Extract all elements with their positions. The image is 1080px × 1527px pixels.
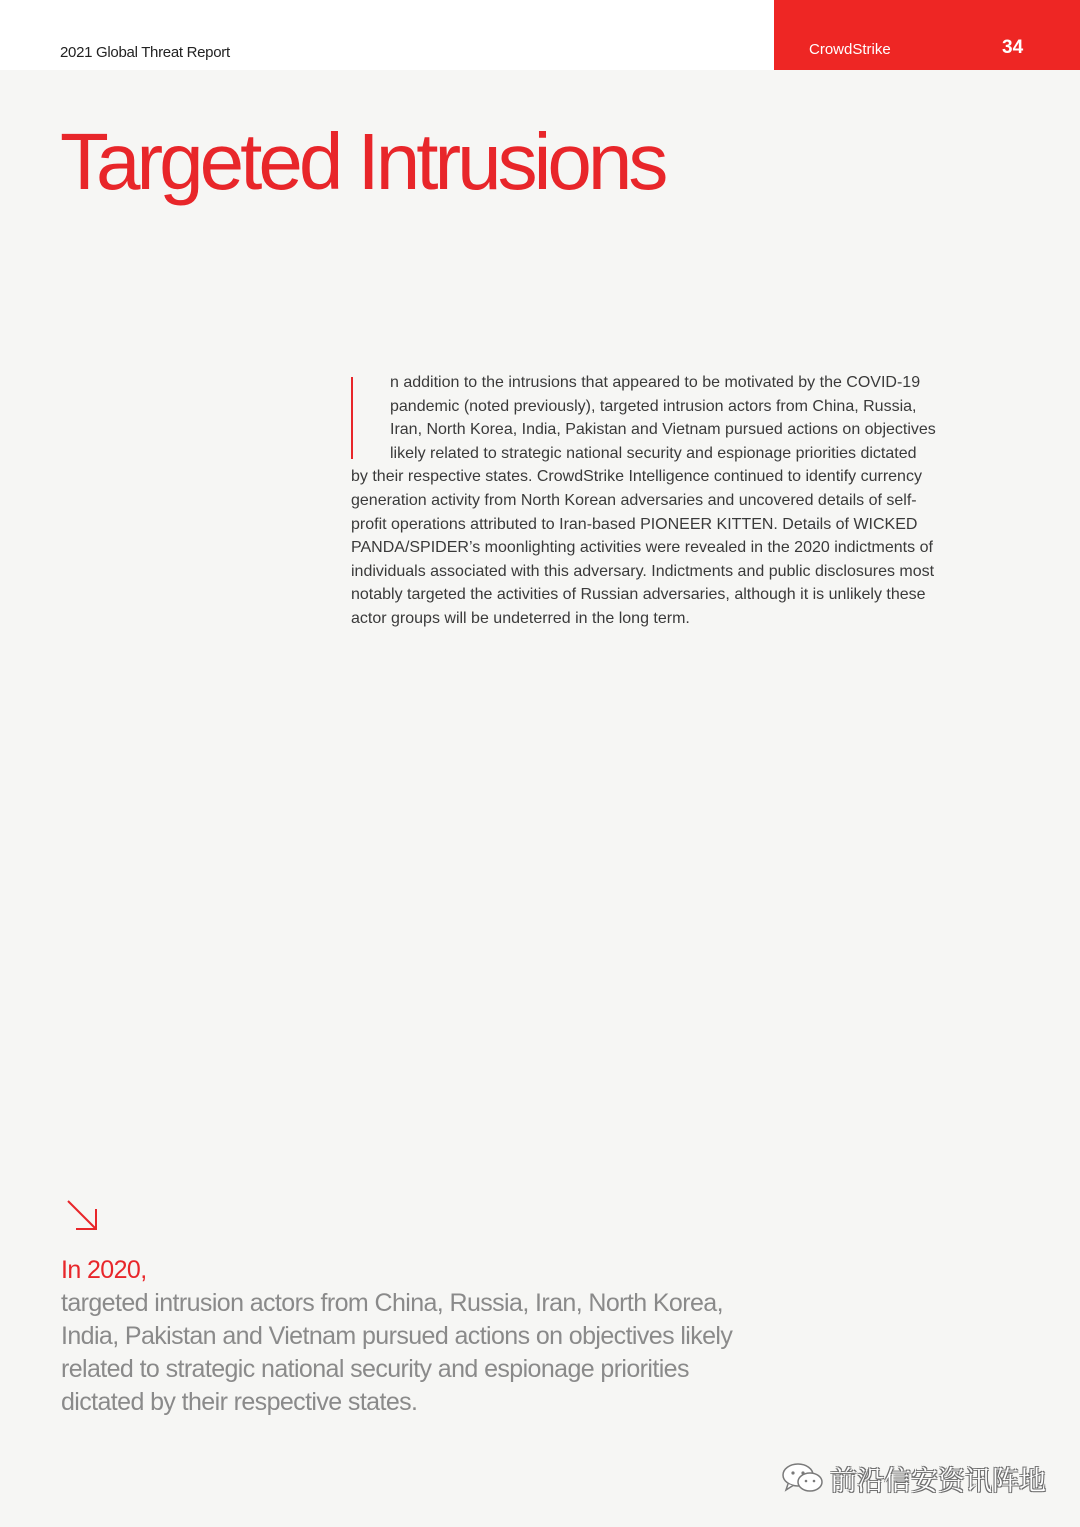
- pull-quote-line: related to strategic national security and espionage priorities: [61, 1355, 689, 1383]
- body-line: by their respective states. CrowdStrike Intelligence continued to identify currency: [351, 468, 922, 486]
- pull-quote-lead: In 2020,: [61, 1256, 147, 1284]
- wechat-icon: [780, 1461, 826, 1495]
- pull-quote-line: dictated by their respective states.: [61, 1388, 418, 1416]
- body-line: likely related to strategic national security and espionage priorities dictated: [390, 444, 917, 462]
- page-title: Targeted Intrusions: [60, 117, 665, 206]
- watermark-text: 前沿信安资讯阵地: [830, 1465, 1046, 1497]
- brand-name: CrowdStrike: [809, 41, 891, 58]
- body-line: pandemic (noted previously), targeted intrusion actors from China, Russia,: [390, 397, 917, 415]
- body-line: profit operations attributed to Iran-based PIONEER KITTEN. Details of WICKED: [351, 515, 918, 533]
- body-line: PANDA/SPIDER’s moonlighting activities were revealed in the 2020 indictments of: [351, 539, 933, 557]
- brand-panel: [774, 0, 1080, 70]
- page-number: 34: [1002, 37, 1024, 58]
- body-text: [351, 371, 991, 631]
- arrow-down-right-icon: [64, 1197, 100, 1233]
- body-line: notably targeted the activities of Russian adversaries, although it is unlikely these: [351, 586, 926, 604]
- body-line: individuals associated with this adversary. Indictments and public disclosures most: [351, 562, 935, 580]
- body-indented-lines: [390, 371, 991, 465]
- pull-quote: [61, 1254, 751, 1419]
- header-bar: [0, 0, 774, 70]
- body-line: n addition to the intrusions that appeared to be motivated by the COVID-19: [390, 374, 921, 391]
- watermark: [780, 1458, 1046, 1498]
- body-line: generation activity from North Korean adversaries and uncovered details of self-: [351, 491, 917, 509]
- pull-quote-line: targeted intrusion actors from China, Russia, Iran, North Korea,: [61, 1289, 723, 1317]
- drop-cap-i: [351, 377, 353, 459]
- report-title: 2021 Global Threat Report: [60, 44, 230, 61]
- body-full-lines: [351, 465, 991, 630]
- pull-quote-line: India, Pakistan and Vietnam pursued actions on objectives likely: [61, 1322, 733, 1350]
- body-line: Iran, North Korea, India, Pakistan and Vietnam pursued actions on objectives: [390, 421, 936, 439]
- body-line: actor groups will be undeterred in the long term.: [351, 609, 690, 627]
